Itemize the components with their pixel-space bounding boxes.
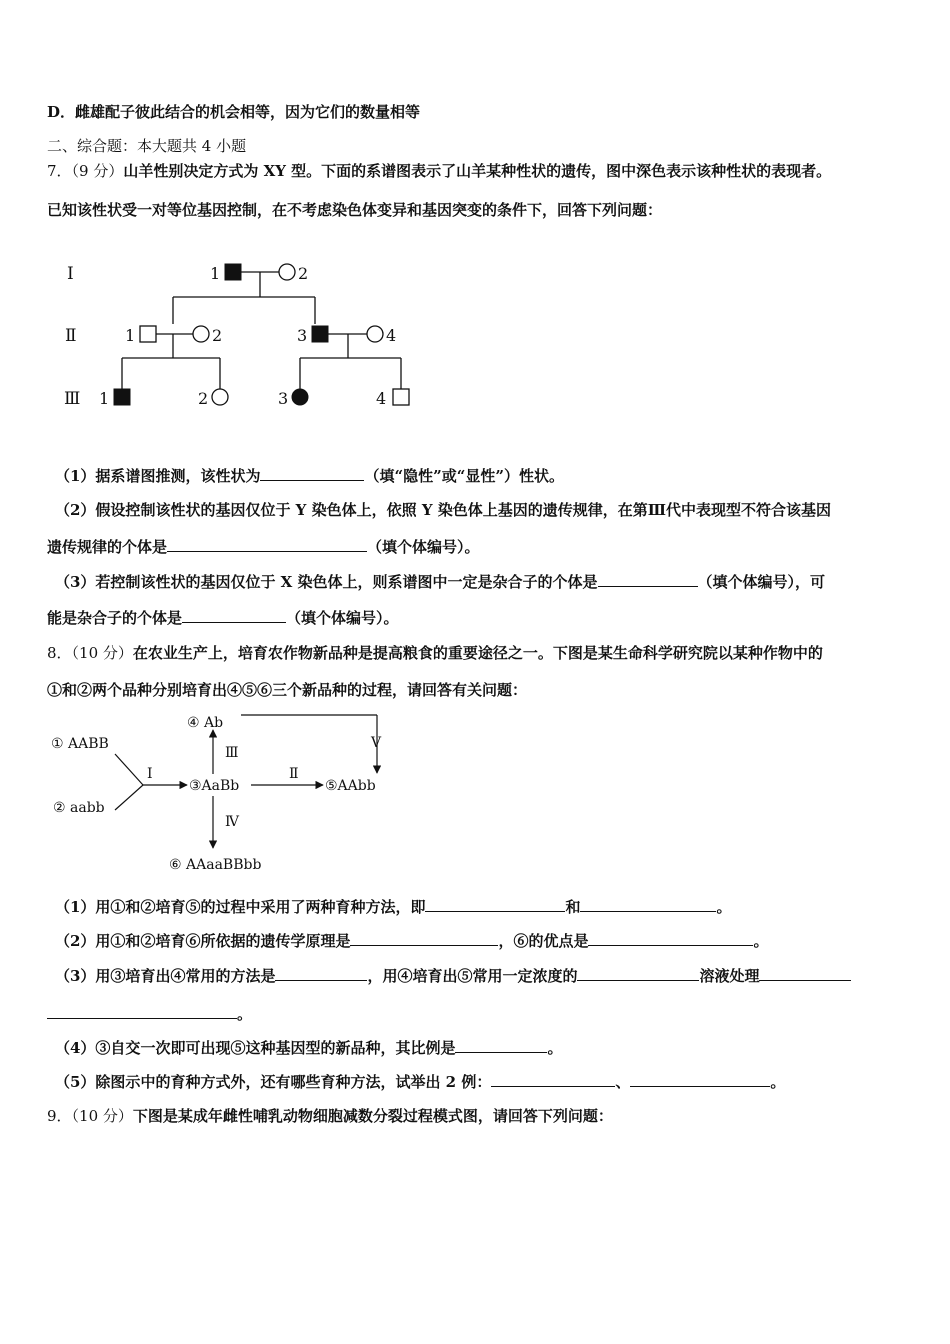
q7-stem-1: 山羊性别决定方式为 XY 型。下面的系谱图表示了山羊某种性状的遗传，图中深色表示该种性状的表现者。 [123,162,832,180]
II-1-male [140,326,156,342]
q8-sub3-line1 [55,966,851,986]
step-I-label: Ⅰ [147,766,153,782]
generation-II-label: Ⅱ [65,326,77,346]
q8-sub2-text-mid: ，⑥的优点是 [498,932,589,950]
step-IV-label: Ⅳ [225,814,239,830]
node-5-AAbb: ⑤AAbb [325,778,376,794]
node-2-aabb: ② aabb [53,800,105,816]
q8-sub1-blank-1[interactable] [425,897,565,912]
q8-stem-line2: ①和②两个品种分别培育出④⑤⑥三个新品种的过程，请回答有关问题： [47,681,528,699]
q8-stem-line1 [47,643,823,663]
q7-sub3-text-2: 能是杂合子的个体是 [47,609,183,627]
q8-sub4-blank[interactable] [455,1038,547,1053]
II-4-female [367,326,383,342]
q7-sub3-text: （3）若控制该性状的基因仅位于 X 染色体上，则系谱图中一定是杂合子的个体是 [55,573,598,591]
II-4-label: 4 [386,326,397,345]
q8-sub4 [55,1038,562,1058]
q8-sub4-text-end: 。 [547,1039,563,1057]
q7-sub1-blank[interactable] [260,466,364,481]
q7-sub1-text: （1）据系谱图推测，该性状为 [55,467,261,485]
generation-III-label: Ⅲ [64,389,81,409]
II-2-female [193,326,209,342]
q8-number: 8． [47,644,72,662]
q7-stem-line2: 已知该性状受一对等位基因控制，在不考虑染色体变异和基因突变的条件下，回答下列问题： [47,201,663,219]
q7-sub2-line1: （2）假设控制该性状的基因仅位于 Y 染色体上，依照 Y 染色体上基因的遗传规律，在第Ⅲ代中表现型不符合该基因 [55,501,832,519]
q7-sub3-text-end: （填个体编号）。 [286,609,399,627]
III-2-female [212,389,228,405]
q7-sub3-line1 [55,572,825,592]
q7-sub3-line2 [47,608,399,628]
q7-number: 7． [47,162,72,180]
III-3-label: 3 [278,389,289,408]
q8-sub3-blank-3[interactable] [759,966,851,981]
q8-sub5-blank-2[interactable] [630,1072,770,1087]
q8-sub3-text-mid2: 溶液处理 [699,967,760,985]
q7-score: （9 分） [71,162,124,180]
q8-sub3-blank-3-cont[interactable] [47,1004,237,1019]
q7-sub1-text-end: （填“隐性”或“显性”）性状。 [364,467,564,485]
q9-score: （10 分） [71,1107,133,1125]
q8-sub3-line2 [47,1004,252,1024]
q8-sub3-text-mid: ，用④培育出⑤常用一定浓度的 [367,967,578,985]
II-3-label: 3 [297,326,308,345]
q7-sub1 [55,466,564,486]
node-6-AAaaBBbb: ⑥ AAaaBBbb [169,857,262,873]
III-2-label: 2 [198,389,209,408]
q9-number: 9． [47,1107,72,1125]
I-2-label: 2 [298,264,309,283]
pedigree-chart [55,255,435,425]
section-title: 二、综合题：本大题共 4 小题 [47,137,247,155]
step-V-label: Ⅴ [371,735,382,751]
q7-sub2-line2 [47,537,480,557]
breeding-diagram [45,708,415,878]
node-1-AABB: ① AABB [51,736,109,752]
q8-sub1-text-mid: 和 [565,898,581,916]
q8-sub5-text-end: 。 [770,1073,786,1091]
II-3-affected-male [312,326,328,342]
q8-sub2 [55,931,768,951]
q9-stem [47,1106,613,1126]
q8-sub5-blank-1[interactable] [491,1072,615,1087]
q8-sub2-blank-2[interactable] [588,931,753,946]
III-1-label: 1 [99,389,110,408]
q8-sub2-text: （2）用①和②培育⑥所依据的遗传学原理是 [55,932,351,950]
q8-sub3-blank-2[interactable] [577,966,699,981]
node-4-Ab: ④ Ab [187,715,224,731]
q8-sub2-text-end: 。 [753,932,769,950]
q8-sub5-text: （5）除图示中的育种方式外，还有哪些育种方法，试举出 2 例： [55,1073,492,1091]
q7-sub2-text: 遗传规律的个体是 [47,538,168,556]
q8-sub3-blank-1[interactable] [275,966,367,981]
q7-stem-line1 [47,161,831,181]
generation-I-label: Ⅰ [67,264,74,284]
q7-sub2-text-end: （填个体编号）。 [367,538,480,556]
option-d: D．雌雄配子彼此结合的机会相等，因为它们的数量相等 [47,103,421,121]
q8-sub1-text-end: 。 [716,898,732,916]
II-2-label: 2 [212,326,223,345]
q7-sub3-blank-2[interactable] [182,608,286,623]
q8-sub2-blank-1[interactable] [350,931,498,946]
q8-sub3-text: （3）用③培育出④常用的方法是 [55,967,276,985]
step-III-label: Ⅲ [225,745,239,761]
III-4-label: 4 [376,389,387,408]
q8-sub5-text-mid: 、 [615,1073,631,1091]
q8-sub5 [55,1072,785,1092]
q8-sub3-text-end: 。 [237,1005,253,1023]
q8-sub4-text: （4）③自交一次即可出现⑤这种基因型的新品种，其比例是 [55,1039,456,1057]
q9-stem-text: 下图是某成年雌性哺乳动物细胞减数分裂过程模式图，请回答下列问题： [132,1107,613,1125]
III-1-affected-male [114,389,130,405]
q7-sub2-blank[interactable] [167,537,367,552]
q7-sub3-blank-1[interactable] [598,572,698,587]
III-3-affected-female [292,389,308,405]
node-3-AaBb: ③AaBb [189,778,240,794]
I-2-female [279,264,295,280]
I-1-label: 1 [210,264,221,283]
II-1-label: 1 [125,326,136,345]
I-1-affected-male [225,264,241,280]
step-II-label: Ⅱ [289,766,299,782]
III-4-male [393,389,409,405]
q8-sub1 [55,897,731,917]
q8-stem-1: 在农业生产上，培育农作物新品种是提高粮食的重要途径之一。下图是某生命科学研究院以某种作物中的 [132,644,823,662]
q8-score: （10 分） [71,644,133,662]
q8-sub1-text: （1）用①和②培育⑤的过程中采用了两种育种方法，即 [55,898,426,916]
q7-sub3-text-mid: （填个体编号），可 [697,573,826,591]
q8-sub1-blank-2[interactable] [580,897,716,912]
